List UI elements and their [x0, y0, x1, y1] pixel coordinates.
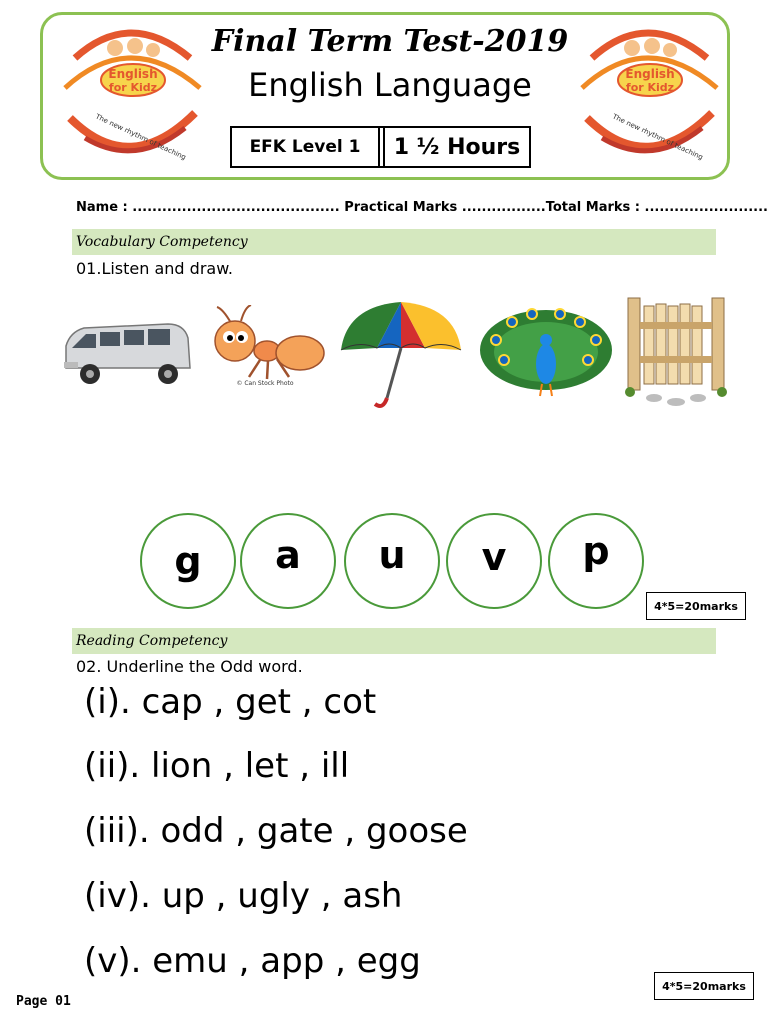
letter-circle: [344, 513, 440, 609]
question-1-label: 01.Listen and draw.: [76, 259, 233, 278]
letter: v: [481, 535, 507, 579]
page-subtitle: English Language: [248, 66, 532, 104]
odd-word-item: (ii). lion , let , ill: [84, 746, 350, 786]
section-heading-vocabulary: Vocabulary Competency: [72, 229, 716, 255]
student-details-line: Name : .......................................... Practical Marks .................Total Marks : .........................: [76, 200, 768, 215]
letter-circle: [548, 513, 644, 609]
logo-text-line1: English: [108, 67, 158, 81]
umbrella-picture: [337, 298, 465, 413]
letter: g: [174, 539, 202, 583]
gate-picture: [622, 294, 730, 409]
picture-credit: © Can Stock Photo: [236, 380, 294, 387]
letter-circle: [240, 513, 336, 609]
letter-circles: [140, 513, 650, 611]
letter-circle: [446, 513, 542, 609]
odd-word-item: (iv). up , ugly , ash: [84, 876, 403, 916]
duration-label: 1 ½ Hours: [383, 128, 529, 166]
letter: p: [582, 529, 610, 573]
odd-word-item: (i). cap , get , cot: [84, 682, 377, 722]
ant-picture: [205, 305, 330, 390]
letter-circle: [140, 513, 236, 609]
level-label: EFK Level 1: [232, 128, 380, 166]
level-duration-box: [230, 126, 531, 168]
page-number: Page 01: [16, 994, 71, 1009]
peacock-picture: [476, 300, 616, 400]
logo-tagline: The new rhythm of teaching: [94, 112, 188, 162]
logo-text-line1: English: [625, 67, 675, 81]
question-2-label: 02. Underline the Odd word.: [76, 657, 303, 676]
page-title: Final Term Test-2019: [211, 24, 569, 59]
marks-box-reading: 4*5=20marks: [654, 972, 754, 1000]
letter: u: [378, 533, 406, 577]
letter: a: [275, 533, 301, 577]
logo-tagline: The new rhythm of teaching: [611, 112, 705, 162]
van-picture: [60, 318, 195, 390]
odd-word-item: (iii). odd , gate , goose: [84, 811, 468, 851]
section-heading-reading: Reading Competency: [72, 628, 716, 654]
logo-text-line2: for Kidz: [108, 81, 158, 94]
logo-text-line2: for Kidz: [625, 81, 675, 94]
odd-word-item: (v). emu , app , egg: [84, 941, 421, 981]
marks-box-vocabulary: 4*5=20marks: [646, 592, 746, 620]
